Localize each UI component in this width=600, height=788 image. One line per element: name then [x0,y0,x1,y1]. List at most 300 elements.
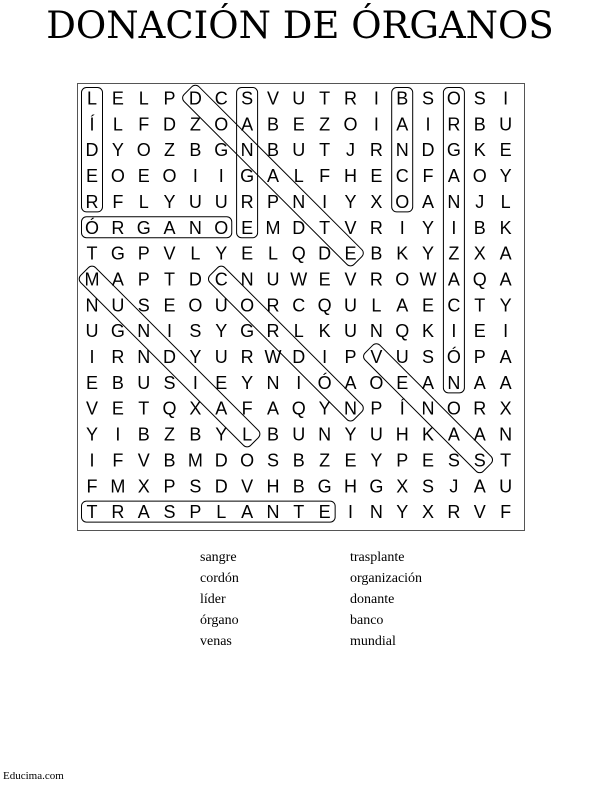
grid-letter: D [292,347,306,367]
grid-letter: A [473,476,486,497]
grid-letter: X [473,243,486,264]
grid-letter: S [422,88,435,109]
grid-letter: K [473,140,486,161]
grid-letter: O [240,295,255,316]
grid-letter: N [395,140,409,161]
footer-credit: Educima.com [3,770,64,782]
grid-letter: O [188,295,203,316]
grid-letter: E [499,140,512,161]
grid-letter: O [369,372,384,393]
grid-letter: F [138,114,150,135]
grid-letter: B [266,424,279,445]
grid-letter: Ó [84,217,100,238]
grid-letter: Y [241,372,254,393]
grid-letter: X [189,398,202,419]
grid-letter: M [187,450,203,471]
grid-letter: I [347,502,354,523]
grid-letter: B [292,450,305,471]
grid-letter: D [188,88,202,109]
grid-letter: R [240,191,254,212]
grid-letter: B [189,140,202,161]
grid-letter: E [344,450,357,471]
grid-letter: Y [422,243,435,264]
grid-letter: E [85,166,99,187]
grid-letter: U [111,295,125,316]
grid-letter: L [267,243,278,264]
grid-letter: B [266,114,279,135]
grid-letter: X [499,398,512,419]
grid-letter: L [86,88,98,109]
grid-letter: S [473,88,486,109]
grid-letter: P [473,347,486,367]
grid-letter: B [137,424,150,445]
grid-letter: C [214,269,228,290]
grid-letter: Q [291,398,306,419]
grid-letter: A [499,372,512,393]
grid-letter: N [137,347,151,367]
grid-letter: E [370,166,383,187]
grid-letter: C [292,295,306,316]
grid-letter: P [163,88,176,109]
grid-letter: R [266,295,280,316]
grid-letter: A [447,166,460,187]
grid-letter: U [292,88,306,109]
grid-letter: A [396,295,409,316]
grid-letter: M [84,269,100,290]
grid-letter: Í [89,114,95,135]
grid-letter: U [344,321,357,342]
grid-letter: O [446,398,461,419]
grid-letter: H [344,166,357,187]
grid-letter: L [138,88,149,109]
grid-letter: I [399,217,405,238]
grid-letter: U [214,191,228,212]
grid-letter: O [214,114,229,135]
grid-letter: A [241,502,254,523]
grid-letter: N [188,217,202,238]
grid-letter: Ó [317,372,332,393]
word-list-item: banco [350,613,384,628]
word-list-item: venas [200,634,232,649]
grid-letter: B [163,450,176,471]
grid-letter: I [167,321,173,342]
grid-letter: S [189,476,202,497]
grid-letter: V [344,217,357,238]
grid-letter: M [265,217,281,238]
grid-letter: Y [344,424,357,445]
grid-letter: S [422,476,435,497]
grid-letter: Q [162,398,177,419]
grid-letter: N [447,372,461,393]
grid-letter: Z [319,450,331,471]
grid-letter: A [447,424,460,445]
grid-letter: U [499,114,513,135]
grid-letter: C [395,166,409,187]
grid-letter: X [137,476,150,497]
grid-letter: R [369,217,383,238]
grid-letter: T [319,217,331,238]
grid-letter: P [266,191,279,212]
grid-letter: I [503,321,509,342]
grid-letter: R [447,114,461,135]
word-list-item: trasplante [350,550,405,565]
grid-letter: A [422,372,435,393]
grid-letter: T [474,295,486,316]
grid-letter: V [473,502,486,523]
grid-letter: U [214,295,228,316]
grid-letter: P [163,476,176,497]
grid-letter: N [292,191,306,212]
grid-letter: Y [370,450,383,471]
word-list-item: cordón [200,571,239,586]
word-list-item: líder [200,592,226,607]
grid-letter: D [292,217,306,238]
grid-letter: U [292,140,306,161]
grid-letter: V [85,398,99,419]
grid-letter: D [214,476,228,497]
grid-letter: Y [189,347,202,367]
grid-letter: G [317,476,332,497]
grid-letter: G [110,243,125,264]
grid-letter: S [241,88,254,109]
grid-letter: T [86,502,98,523]
grid-letter: E [215,372,228,393]
grid-letter: A [499,347,512,367]
grid-letter: E [241,217,254,238]
grid-letter: S [137,295,150,316]
grid-letter: E [111,398,124,419]
grid-letter: Q [291,243,306,264]
grid-letter: V [370,347,383,367]
grid-letter: F [86,476,98,497]
grid-letter: J [449,476,459,497]
grid-letter: K [422,424,435,445]
grid-letter: E [396,372,409,393]
grid-letter: P [396,450,409,471]
grid-letter: R [473,398,487,419]
grid-letter: E [111,88,124,109]
grid-letter: O [162,166,177,187]
grid-letter: E [344,243,357,264]
grid-letter: G [214,140,229,161]
grid-letter: B [473,114,486,135]
grid-letter: G [369,476,384,497]
grid-letter: I [89,450,95,471]
grid-letter: U [214,347,228,367]
grid-letter: S [163,502,176,523]
grid-letter: N [137,321,151,342]
grid-letter: A [422,191,435,212]
grid-letter: V [266,88,279,109]
grid-letter: D [163,114,177,135]
grid-letter: C [214,88,228,109]
grid-letter: N [447,191,461,212]
grid-letter: G [110,321,125,342]
grid-letter: P [137,243,150,264]
grid-letter: G [240,166,255,187]
grid-letter: K [396,243,409,264]
grid-letter: C [447,295,461,316]
grid-letter: Z [164,424,176,445]
grid-letter: Y [344,191,357,212]
word-list-item: organización [350,571,423,586]
grid-letter: I [373,114,379,135]
grid-letter: Y [215,321,228,342]
grid-letter: E [292,114,305,135]
word-list-item: donante [350,592,395,607]
grid-letter: K [318,321,331,342]
grid-letter: A [266,166,279,187]
grid-letter: L [500,191,511,212]
grid-letter: N [421,398,435,419]
grid-letter: O [136,140,151,161]
grid-letter: K [499,217,512,238]
grid-letter: P [370,398,383,419]
grid-letter: N [369,321,383,342]
grid-letter: K [422,321,435,342]
grid-letter: A [473,372,486,393]
grid-letter: I [322,191,328,212]
grid-letter: U [188,191,202,212]
grid-letter: U [369,424,383,445]
grid-letter: W [290,269,308,290]
grid-letter: O [240,450,255,471]
grid-letter: N [266,502,280,523]
grid-letter: E [318,502,331,523]
grid-letter: I [451,321,457,342]
grid-letter: D [188,269,202,290]
grid-letter: R [111,502,125,523]
grid-letter: B [189,424,202,445]
grid-letter: L [293,321,304,342]
grid-letter: A [499,243,512,264]
grid-letter: B [473,217,486,238]
grid-letter: R [369,140,383,161]
grid-letter: Q [472,269,487,290]
grid-letter: B [396,88,409,109]
grid-letter: S [447,450,460,471]
grid-letter: T [138,398,150,419]
grid-letter: O [446,88,461,109]
grid-letter: U [292,424,306,445]
grid-letter: D [421,140,435,161]
grid-letter: N [369,502,383,523]
puzzle-title: DONACIÓN DE ÓRGANOS [46,4,554,47]
grid-letter: S [189,321,202,342]
word-list-item: sangre [200,550,237,565]
grid-letter: I [192,166,198,187]
grid-letter: Y [499,166,512,187]
grid-letter: V [241,476,254,497]
grid-letter: U [499,476,513,497]
grid-letter: J [475,191,485,212]
grid-letter: N [318,424,332,445]
grid-letter: H [266,476,280,497]
grid-letter: F [241,398,253,419]
grid-letter: E [473,321,486,342]
grid-letter: B [292,476,305,497]
grid-letter: S [422,347,435,367]
grid-letter: U [137,372,151,393]
grid-letter: N [499,424,513,445]
grid-letter: U [266,269,280,290]
found-word-highlight [206,264,365,423]
grid-letter: N [85,295,99,316]
grid-letter: R [266,321,280,342]
grid-letter: Y [499,295,512,316]
grid-letter: Y [163,191,176,212]
grid-letter: P [344,347,357,367]
grid-letter: T [319,88,331,109]
grid-letter: A [396,114,409,135]
grid-letter: S [266,450,279,471]
grid-letter: E [85,372,99,393]
grid-letter: B [266,140,279,161]
grid-letter: I [373,88,379,109]
grid-letter: T [500,450,512,471]
grid-letter: N [344,398,357,419]
grid-letter: R [344,88,357,109]
grid-letter: L [112,114,123,135]
grid-letter: W [264,347,282,367]
grid-letter: L [138,191,149,212]
grid-letter: S [163,372,176,393]
grid-letter: A [137,502,150,523]
grid-letter: Y [215,424,228,445]
grid-letter: Z [319,114,331,135]
grid-letter: X [396,476,409,497]
grid-letter: Y [215,243,228,264]
grid-letter: Z [189,114,201,135]
grid-letter: A [499,269,512,290]
grid-letter: I [296,372,302,393]
grid-letter: Y [396,502,409,523]
grid-letter: I [322,347,328,367]
grid-letter: A [266,398,279,419]
grid-letter: F [112,191,124,212]
grid-letter: O [110,166,125,187]
grid-letter: I [192,372,198,393]
grid-letter: I [89,347,95,367]
grid-letter: I [425,114,431,135]
grid-letter: J [346,140,355,161]
grid-letter: E [422,450,435,471]
found-word-highlight [82,217,232,238]
grid-letter: L [242,424,253,445]
grid-letter: V [137,450,150,471]
grid-letter: X [422,502,435,523]
grid-letter: I [503,88,509,109]
grid-letter: O [472,166,487,187]
grid-letter: A [447,269,460,290]
grid-letter: A [215,398,228,419]
grid-letter: E [422,295,435,316]
grid-letter: F [112,450,124,471]
grid-letter: P [189,502,202,523]
grid-letter: O [395,191,410,212]
grid-letter: A [111,269,124,290]
grid-letter: T [293,502,305,523]
grid-letter: Y [85,424,99,445]
grid-letter: Y [318,398,331,419]
grid-letter: U [85,321,99,342]
grid-letter: F [422,166,434,187]
grid-letter: R [111,347,125,367]
grid-letter: I [451,217,457,238]
grid-letter: H [344,476,357,497]
found-word-highlight [237,88,258,238]
grid-letter: L [216,502,227,523]
grid-letter: D [214,450,228,471]
grid-letter: A [473,424,486,445]
grid-letter: Z [448,243,460,264]
grid-letter: L [371,295,382,316]
grid-letter: T [164,269,176,290]
grid-letter: A [344,372,357,393]
grid-letter: T [319,140,331,161]
grid-letter: D [163,347,177,367]
grid-letter: P [137,269,150,290]
grid-letter: R [111,217,125,238]
grid-letter: U [395,347,409,367]
grid-letter: L [293,166,304,187]
grid-letter: F [500,502,512,523]
grid-letter: R [85,191,99,212]
grid-letter: Y [422,217,435,238]
grid-letter: O [395,269,410,290]
grid-letter: Z [164,140,176,161]
grid-letter: O [214,217,229,238]
grid-letter: T [86,243,98,264]
grid-letter: Y [111,140,124,161]
grid-letter: B [370,243,383,264]
grid-letter: X [370,191,383,212]
grid-letter: E [163,295,176,316]
grid-letter: G [240,321,255,342]
grid-letter: G [446,140,461,161]
grid-letter: D [85,140,99,161]
grid-letter: R [369,269,383,290]
grid-letter: R [447,502,461,523]
grid-letter: M [110,476,126,497]
grid-letter: E [137,166,150,187]
grid-letter: F [319,166,331,187]
grid-letter: E [241,243,254,264]
word-list-item: órgano [200,613,239,628]
grid-letter: G [136,217,151,238]
grid-letter: N [240,140,254,161]
grid-letter: E [318,269,331,290]
grid-letter: Q [317,295,332,316]
grid-letter: L [190,243,201,264]
grid-letter: O [343,114,358,135]
grid-letter: D [318,243,332,264]
grid-letter: I [218,166,224,187]
grid-letter: R [240,347,254,367]
grid-letter: A [241,114,254,135]
grid-letter: W [419,269,437,290]
grid-letter: V [163,243,176,264]
grid-letter: Q [395,321,410,342]
word-list-item: mundial [350,634,396,649]
grid-letter: Í [399,398,405,419]
grid-letter: V [344,269,357,290]
grid-letter: S [473,450,486,471]
grid-letter: Ó [446,347,461,367]
grid-letter: B [111,372,124,393]
grid-letter: N [240,269,254,290]
grid-letter: N [266,372,280,393]
